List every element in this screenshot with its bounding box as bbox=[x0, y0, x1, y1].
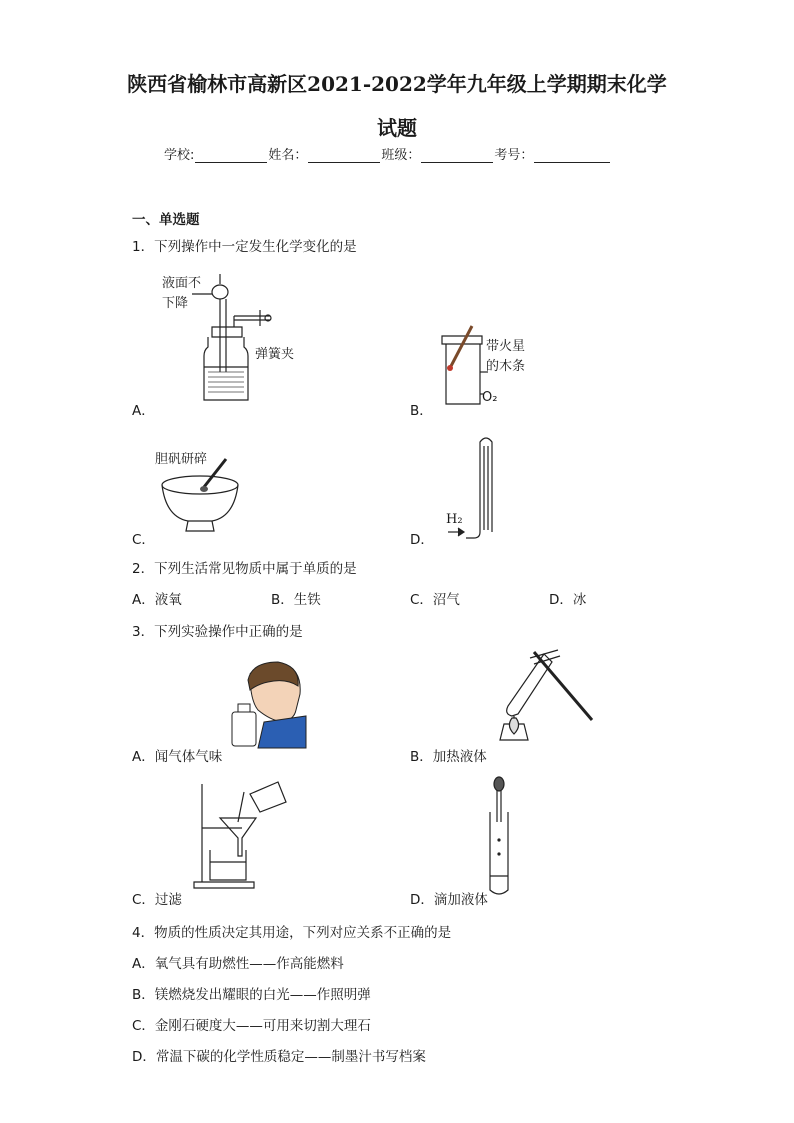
mortar-pestle-figure bbox=[160, 455, 246, 537]
name-label: 姓名： bbox=[268, 148, 308, 163]
name-blank[interactable] bbox=[308, 148, 380, 163]
page-title-line2: 试题 bbox=[377, 116, 417, 140]
student-info-line bbox=[164, 144, 611, 163]
label-liquid-not-drop: 液面不 bbox=[162, 276, 202, 291]
heating-liquid-figure bbox=[490, 648, 596, 742]
school-blank[interactable] bbox=[195, 148, 267, 163]
q1-option-b-letter[interactable]: B． bbox=[410, 403, 433, 419]
number-label: 考号： bbox=[494, 148, 534, 163]
section-title: 一、单选题 bbox=[132, 212, 200, 228]
q4-option-a[interactable]: A．氧气具有助燃性——作高能燃料 bbox=[132, 956, 344, 972]
class-label: 班级： bbox=[381, 148, 421, 163]
question-3-stem: 3．下列实验操作中正确的是 bbox=[132, 624, 303, 640]
q3-option-a[interactable]: A．闻气体气味 bbox=[132, 749, 223, 765]
q3-option-d[interactable]: D．滴加液体 bbox=[410, 892, 488, 908]
q2-option-a[interactable]: A．液氧 bbox=[132, 592, 182, 608]
q4-option-d[interactable]: D．常温下碳的化学性质稳定——制墨汁书写档案 bbox=[132, 1049, 426, 1065]
oxygen-bottle-figure bbox=[436, 322, 496, 410]
label-glowing-stick: 带火星 bbox=[486, 339, 526, 354]
hydrogen-tube-figure bbox=[446, 432, 506, 540]
label-grinding-bluestone: 胆矾研碎 bbox=[155, 452, 208, 467]
page-title: 陕西省榆林市高新区2021-2022学年九年级上学期期末化学 bbox=[127, 72, 667, 96]
label-oxygen: O₂ bbox=[482, 390, 498, 405]
q1-option-c-letter[interactable]: C． bbox=[132, 532, 155, 548]
label-spring-clip: 弹簧夹 bbox=[255, 347, 295, 362]
q3-option-b[interactable]: B．加热液体 bbox=[410, 749, 487, 765]
dropping-liquid-figure bbox=[486, 776, 516, 900]
label-hydrogen: H₂ bbox=[446, 512, 463, 527]
school-label: 学校: bbox=[164, 148, 195, 163]
class-blank[interactable] bbox=[421, 148, 493, 163]
number-blank[interactable] bbox=[534, 148, 610, 163]
q1-option-a-letter[interactable]: A． bbox=[132, 403, 155, 419]
q4-option-b[interactable]: B．镁燃烧发出耀眼的白光——作照明弹 bbox=[132, 987, 371, 1003]
q3-option-c[interactable]: C．过滤 bbox=[132, 892, 182, 908]
smelling-gas-figure bbox=[228, 660, 308, 748]
label-liquid-not-drop-2: 下降 bbox=[162, 296, 189, 311]
label-glowing-stick-2: 的木条 bbox=[486, 359, 526, 374]
q2-option-c[interactable]: C．沼气 bbox=[410, 592, 460, 608]
q4-option-c[interactable]: C．金刚石硬度大——可用来切割大理石 bbox=[132, 1018, 371, 1034]
filtration-figure bbox=[190, 778, 294, 890]
airtight-check-apparatus-figure bbox=[190, 272, 280, 404]
question-4-stem: 4．物质的性质决定其用途，下列对应关系不正确的是 bbox=[132, 925, 452, 941]
question-1-stem: 1．下列操作中一定发生化学变化的是 bbox=[132, 239, 357, 255]
q1-option-d-letter[interactable]: D． bbox=[410, 532, 434, 548]
question-2-stem: 2．下列生活常见物质中属于单质的是 bbox=[132, 561, 357, 577]
q2-option-d[interactable]: D．冰 bbox=[549, 592, 587, 608]
q2-option-b[interactable]: B．生铁 bbox=[271, 592, 321, 608]
